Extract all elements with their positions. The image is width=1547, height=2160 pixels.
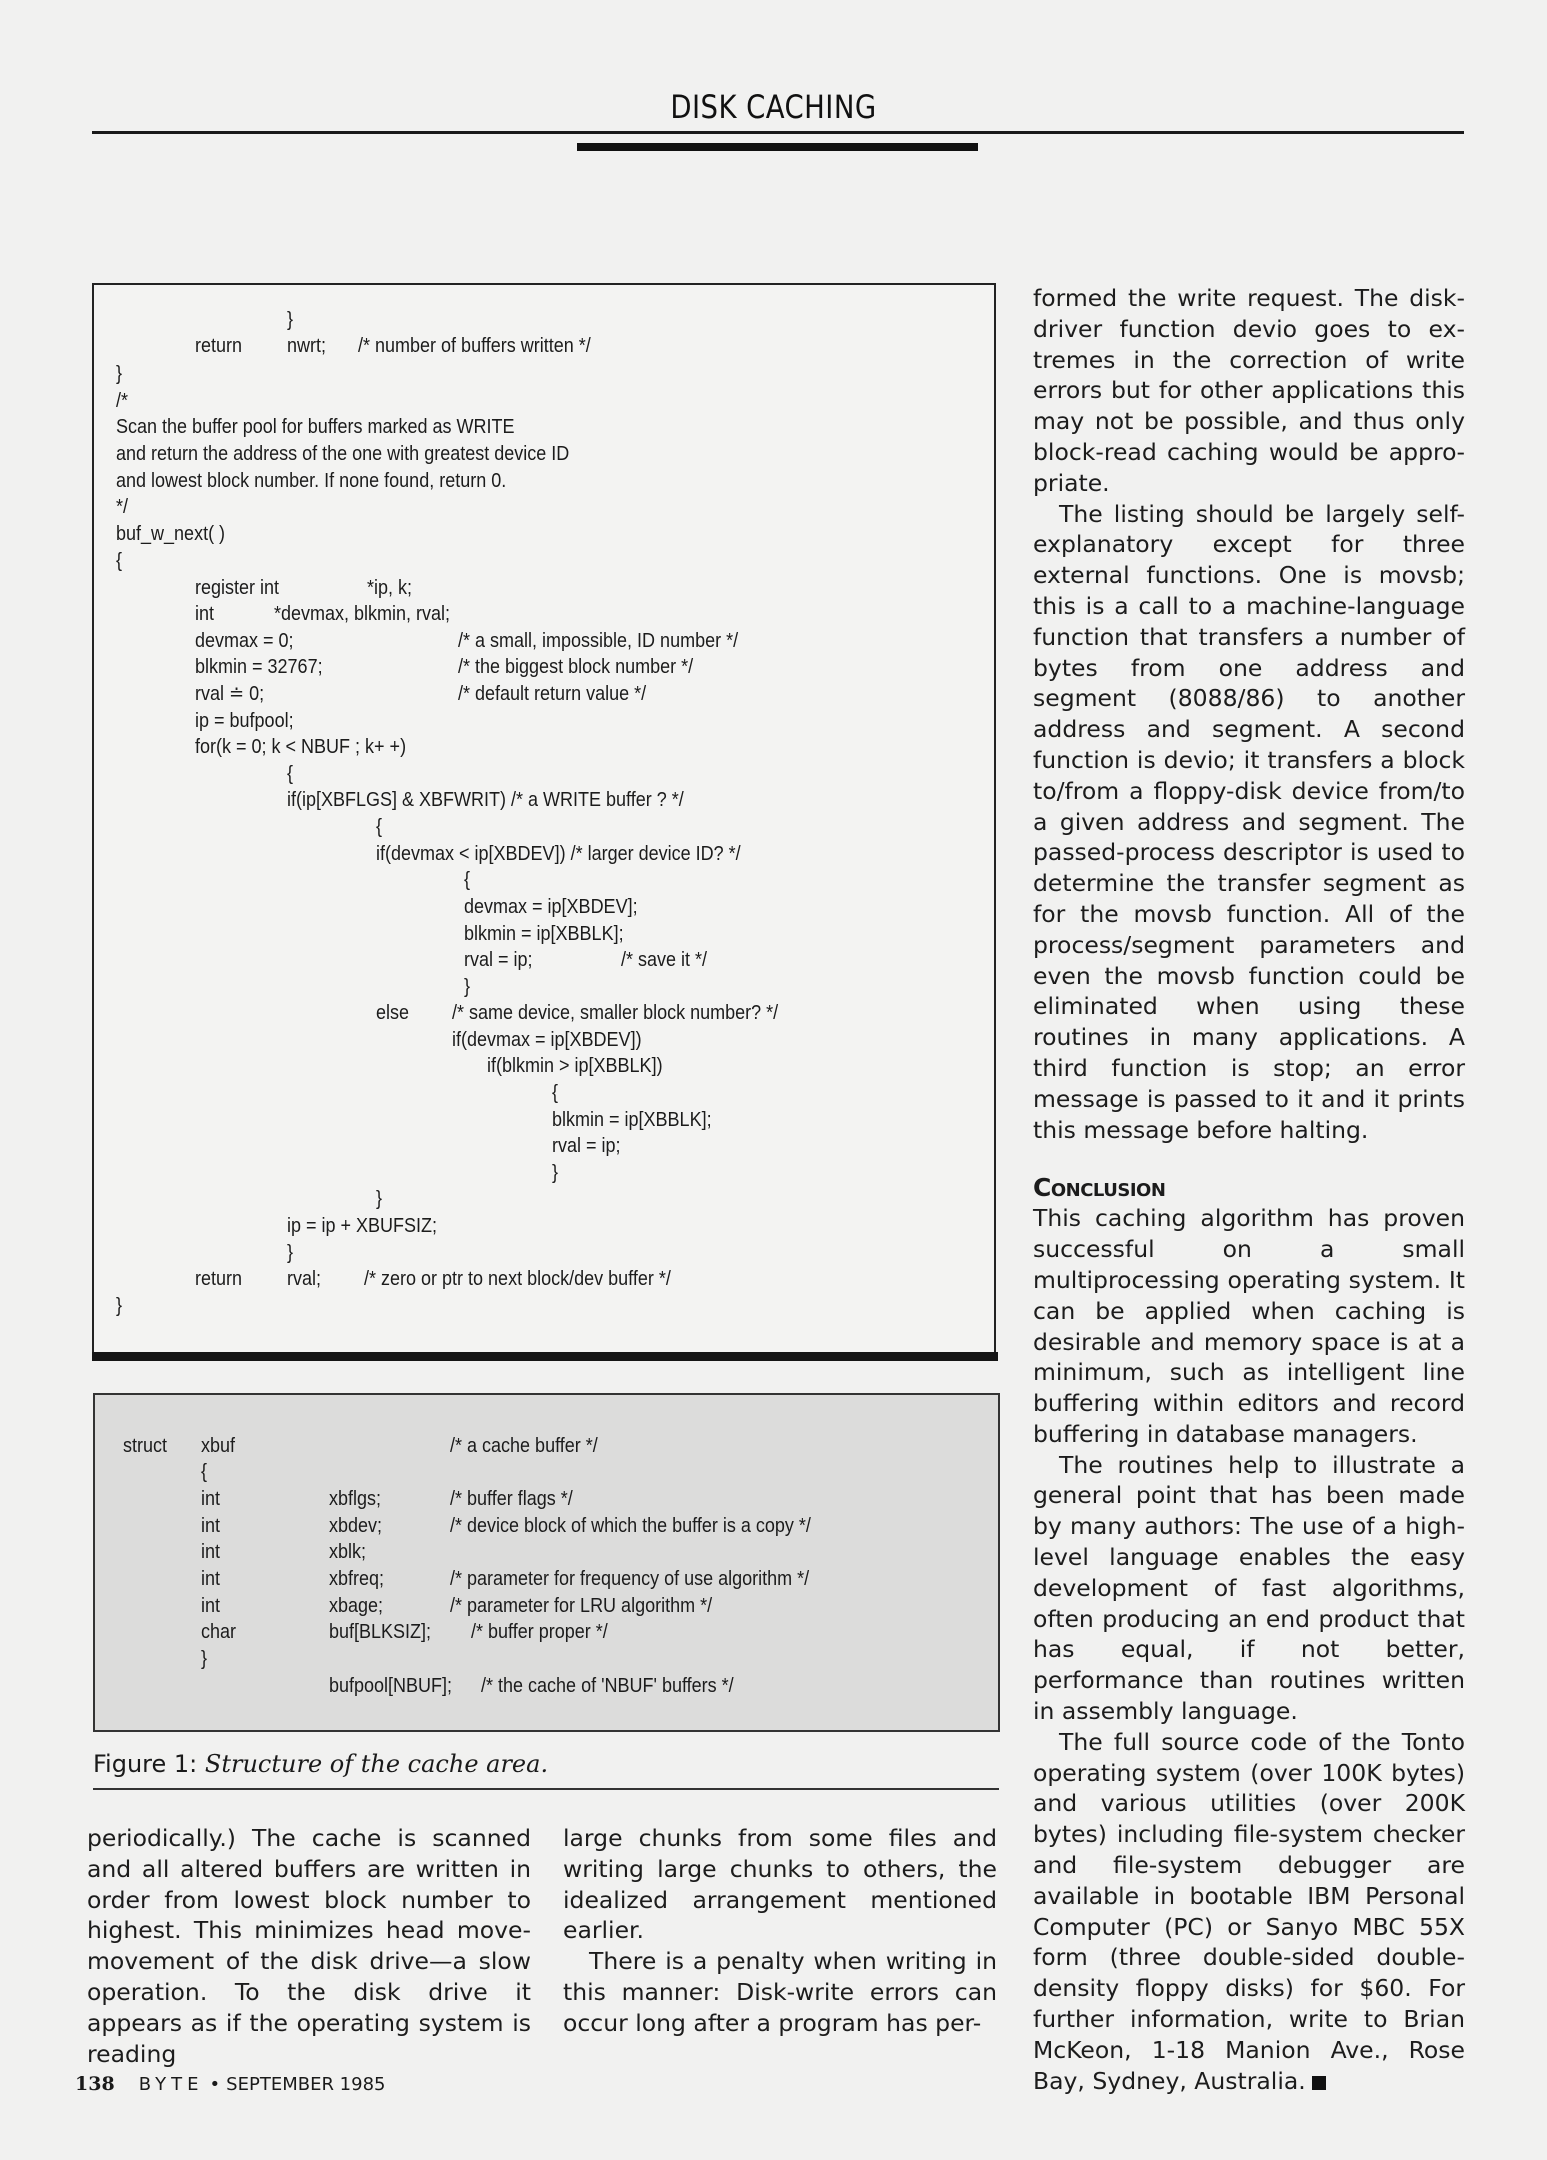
code-line: *ip, k;: [367, 577, 413, 599]
footer-separator: •: [209, 2074, 221, 2095]
field-comment: /* parameter for frequency of use algorithm */: [450, 1568, 810, 1590]
code-line: {: [552, 1082, 559, 1104]
page-number: 138: [75, 2073, 115, 2095]
code-comment: /* number of buffers written */: [358, 335, 591, 357]
code-keyword: return: [195, 1268, 243, 1290]
code-line: nwrt;: [287, 335, 327, 357]
field-name: xblk;: [329, 1541, 367, 1563]
code-line: ip = ip + XBUFSIZ;: [287, 1215, 438, 1237]
code-line: }: [287, 309, 294, 331]
code-comment: /* default return value */: [458, 683, 647, 705]
paragraph: The full source code of the Tonto operating system (over 100K bytes) and various utilities (over 200K bytes) including file-system checker and file-system debugger are available in bootable IBM Personal Computer (PC) or Sanyo MBC 55X form (three double-sided double-density floppy disks) for $60. For further information, write to Brian McKeon, 1-18 Manion Ave., Rose Bay, Sydney, Australia.: [1033, 1727, 1465, 2095]
code-line: if(blkmin > ip[XBBLK]): [487, 1055, 663, 1077]
issue-date: SEPTEMBER 1985: [226, 2074, 386, 2095]
code-comment: and lowest block number. If none found, return 0.: [116, 470, 507, 492]
field-comment: /* buffer proper */: [471, 1621, 608, 1643]
field-comment: /* buffer flags */: [450, 1488, 573, 1510]
field-type: int: [201, 1515, 221, 1537]
code-comment: /* the biggest block number */: [458, 656, 694, 678]
field-comment: /* parameter for LRU algorithm */: [450, 1595, 713, 1617]
paragraph: The listing should be largely self-explanatory except for three external functions. One is movsb; this is a call to a machine-language function that transfers a number of bytes from one address and segment (8088/86) to another address and segment. A second function is devio; it transfers a block to/from a floppy-disk device from/to a given address and segment. The passed-process descriptor is used to determine the transfer segment as for the movsb function. All of the process/segment parameters and even the movsb function could be eliminated when using these routines in many applications. A third function is stop; an error message is passed to it and it prints this message before halting.: [1033, 499, 1465, 1144]
paragraph: There is a penalty when writing in this manner: Disk-write errors can occur long after a program has per-: [563, 1947, 997, 2037]
code-listing-box: [92, 283, 996, 1360]
field-type: int: [201, 1568, 221, 1590]
code-line: }: [116, 363, 123, 385]
code-comment: */: [116, 496, 129, 518]
magazine-name: BYTE: [138, 2074, 204, 2095]
code-line: }: [464, 976, 471, 998]
field-name: xbfreq;: [329, 1568, 385, 1590]
figure-rule: [93, 1788, 999, 1790]
code-line: if(devmax < ip[XBDEV]) /* larger device ID? */: [376, 843, 741, 865]
listing-bottom-rule: [92, 1352, 998, 1361]
field-type: int: [201, 1541, 221, 1563]
code-line: }: [287, 1242, 294, 1264]
header-rule: [92, 131, 1464, 134]
field-name: buf[BLKSIZ];: [329, 1621, 432, 1643]
code-line: ip = bufpool;: [195, 710, 294, 732]
field-type: int: [201, 1488, 221, 1510]
field-name: xbdev;: [329, 1515, 383, 1537]
code-line: *devmax, blkmin, rval;: [274, 603, 451, 625]
code-line: }: [376, 1188, 383, 1210]
code-comment: Scan the buffer pool for buffers marked as WRITE: [116, 416, 515, 438]
code-line: blkmin = 32767;: [195, 656, 323, 678]
code-line: }: [552, 1162, 559, 1184]
code-line: rval;: [287, 1268, 322, 1290]
code-comment: /* a small, impossible, ID number */: [458, 630, 739, 652]
struct-name: xbuf: [201, 1435, 236, 1457]
code-line: rval ≐ 0;: [195, 683, 265, 705]
paragraph: periodically.) The cache is scanned and all altered buffers are written in order from lowest block number to highest. This minimizes head movemovement of the disk drive—a slow operation. To the disk drive it appears as if the operating system is reading: [87, 1824, 531, 2068]
code-line: int: [195, 603, 215, 625]
code-line: {: [376, 816, 383, 838]
code-comment: and return the address of the one with greatest device ID: [116, 443, 570, 465]
struct-keyword: struct: [123, 1435, 168, 1457]
figure-caption: [93, 1750, 548, 1778]
figure-caption-text: Structure of the cache area.: [204, 1750, 549, 1778]
function-name: buf_w_next( ): [116, 523, 226, 545]
code-line: if(ip[XBFLGS] & XBFWRIT) /* a WRITE buffer ? */: [287, 789, 684, 811]
code-comment: /* zero or ptr to next block/dev buffer */: [364, 1268, 671, 1290]
figure-1-struct-box: [93, 1393, 1000, 1732]
figure-label: Figure 1:: [93, 1750, 198, 1778]
paragraph: The routines help to illustrate a general point that has been made by many authors: The use of a high-level language enables the easy development of fast algorithms, often producing an end product that has equal, if not better, performance than routines written in assembly language.: [1033, 1450, 1465, 1726]
code-keyword: else: [376, 1002, 410, 1024]
code-line: rval = ip;: [464, 949, 533, 971]
field-type: int: [201, 1595, 221, 1617]
field-comment: /* device block of which the buffer is a copy */: [450, 1515, 811, 1537]
code-line: }: [201, 1648, 208, 1670]
field-type: char: [201, 1621, 237, 1643]
code-comment: /* a cache buffer */: [450, 1435, 598, 1457]
end-of-article-mark: [1312, 2076, 1326, 2090]
paragraph: formed the write request. The disk-driver function devio goes to extremes in the correction of write errors but for other applications this may not be possible, and thus only block-read caching would be appropriate.: [1033, 284, 1465, 497]
code-line: register int: [195, 577, 280, 599]
field-name: xbflgs;: [329, 1488, 382, 1510]
code-line: {: [201, 1461, 208, 1483]
code-line: blkmin = ip[XBBLK];: [552, 1109, 712, 1131]
body-column-left: [87, 1823, 531, 2069]
field-name: xbage;: [329, 1595, 384, 1617]
code-line: {: [287, 763, 294, 785]
code-line: {: [464, 869, 471, 891]
code-line: rval = ip;: [552, 1135, 621, 1157]
pool-declaration: bufpool[NBUF];: [329, 1675, 453, 1697]
code-keyword: return: [195, 335, 243, 357]
code-line: blkmin = ip[XBBLK];: [464, 923, 624, 945]
section-heading-conclusion: Conclusion: [1033, 1173, 1166, 1203]
code-line: if(devmax = ip[XBDEV]): [452, 1029, 642, 1051]
body-column-middle: [563, 1823, 997, 2039]
code-line: devmax = ip[XBDEV];: [464, 896, 638, 918]
page-footer: [75, 2073, 385, 2095]
code-comment: /* same device, smaller block number? */: [452, 1002, 779, 1024]
code-comment: /* the cache of 'NBUF' buffers */: [481, 1675, 734, 1697]
running-head-title: DISK CACHING: [670, 88, 877, 126]
body-column-right: [1033, 283, 1465, 2096]
code-comment: /*: [116, 390, 129, 412]
code-comment: /* save it */: [621, 949, 708, 971]
code-line: }: [116, 1295, 123, 1317]
code-line: {: [116, 550, 123, 572]
code-line: devmax = 0;: [195, 630, 294, 652]
paragraph: large chunks from some files and writing large chunks to others, the idealized arrangement mentioned earlier.: [563, 1824, 997, 1945]
header-accent-bar: [577, 143, 978, 151]
code-line: for(k = 0; k < NBUF ; k+ +): [195, 736, 407, 758]
paragraph: This caching algorithm has proven successful on a small multiprocessing operating system. It can be applied when caching is desirable and memory space is at a minimum, such as intelligent line buffering within editors and record buffering in database managers.: [1033, 1204, 1465, 1448]
